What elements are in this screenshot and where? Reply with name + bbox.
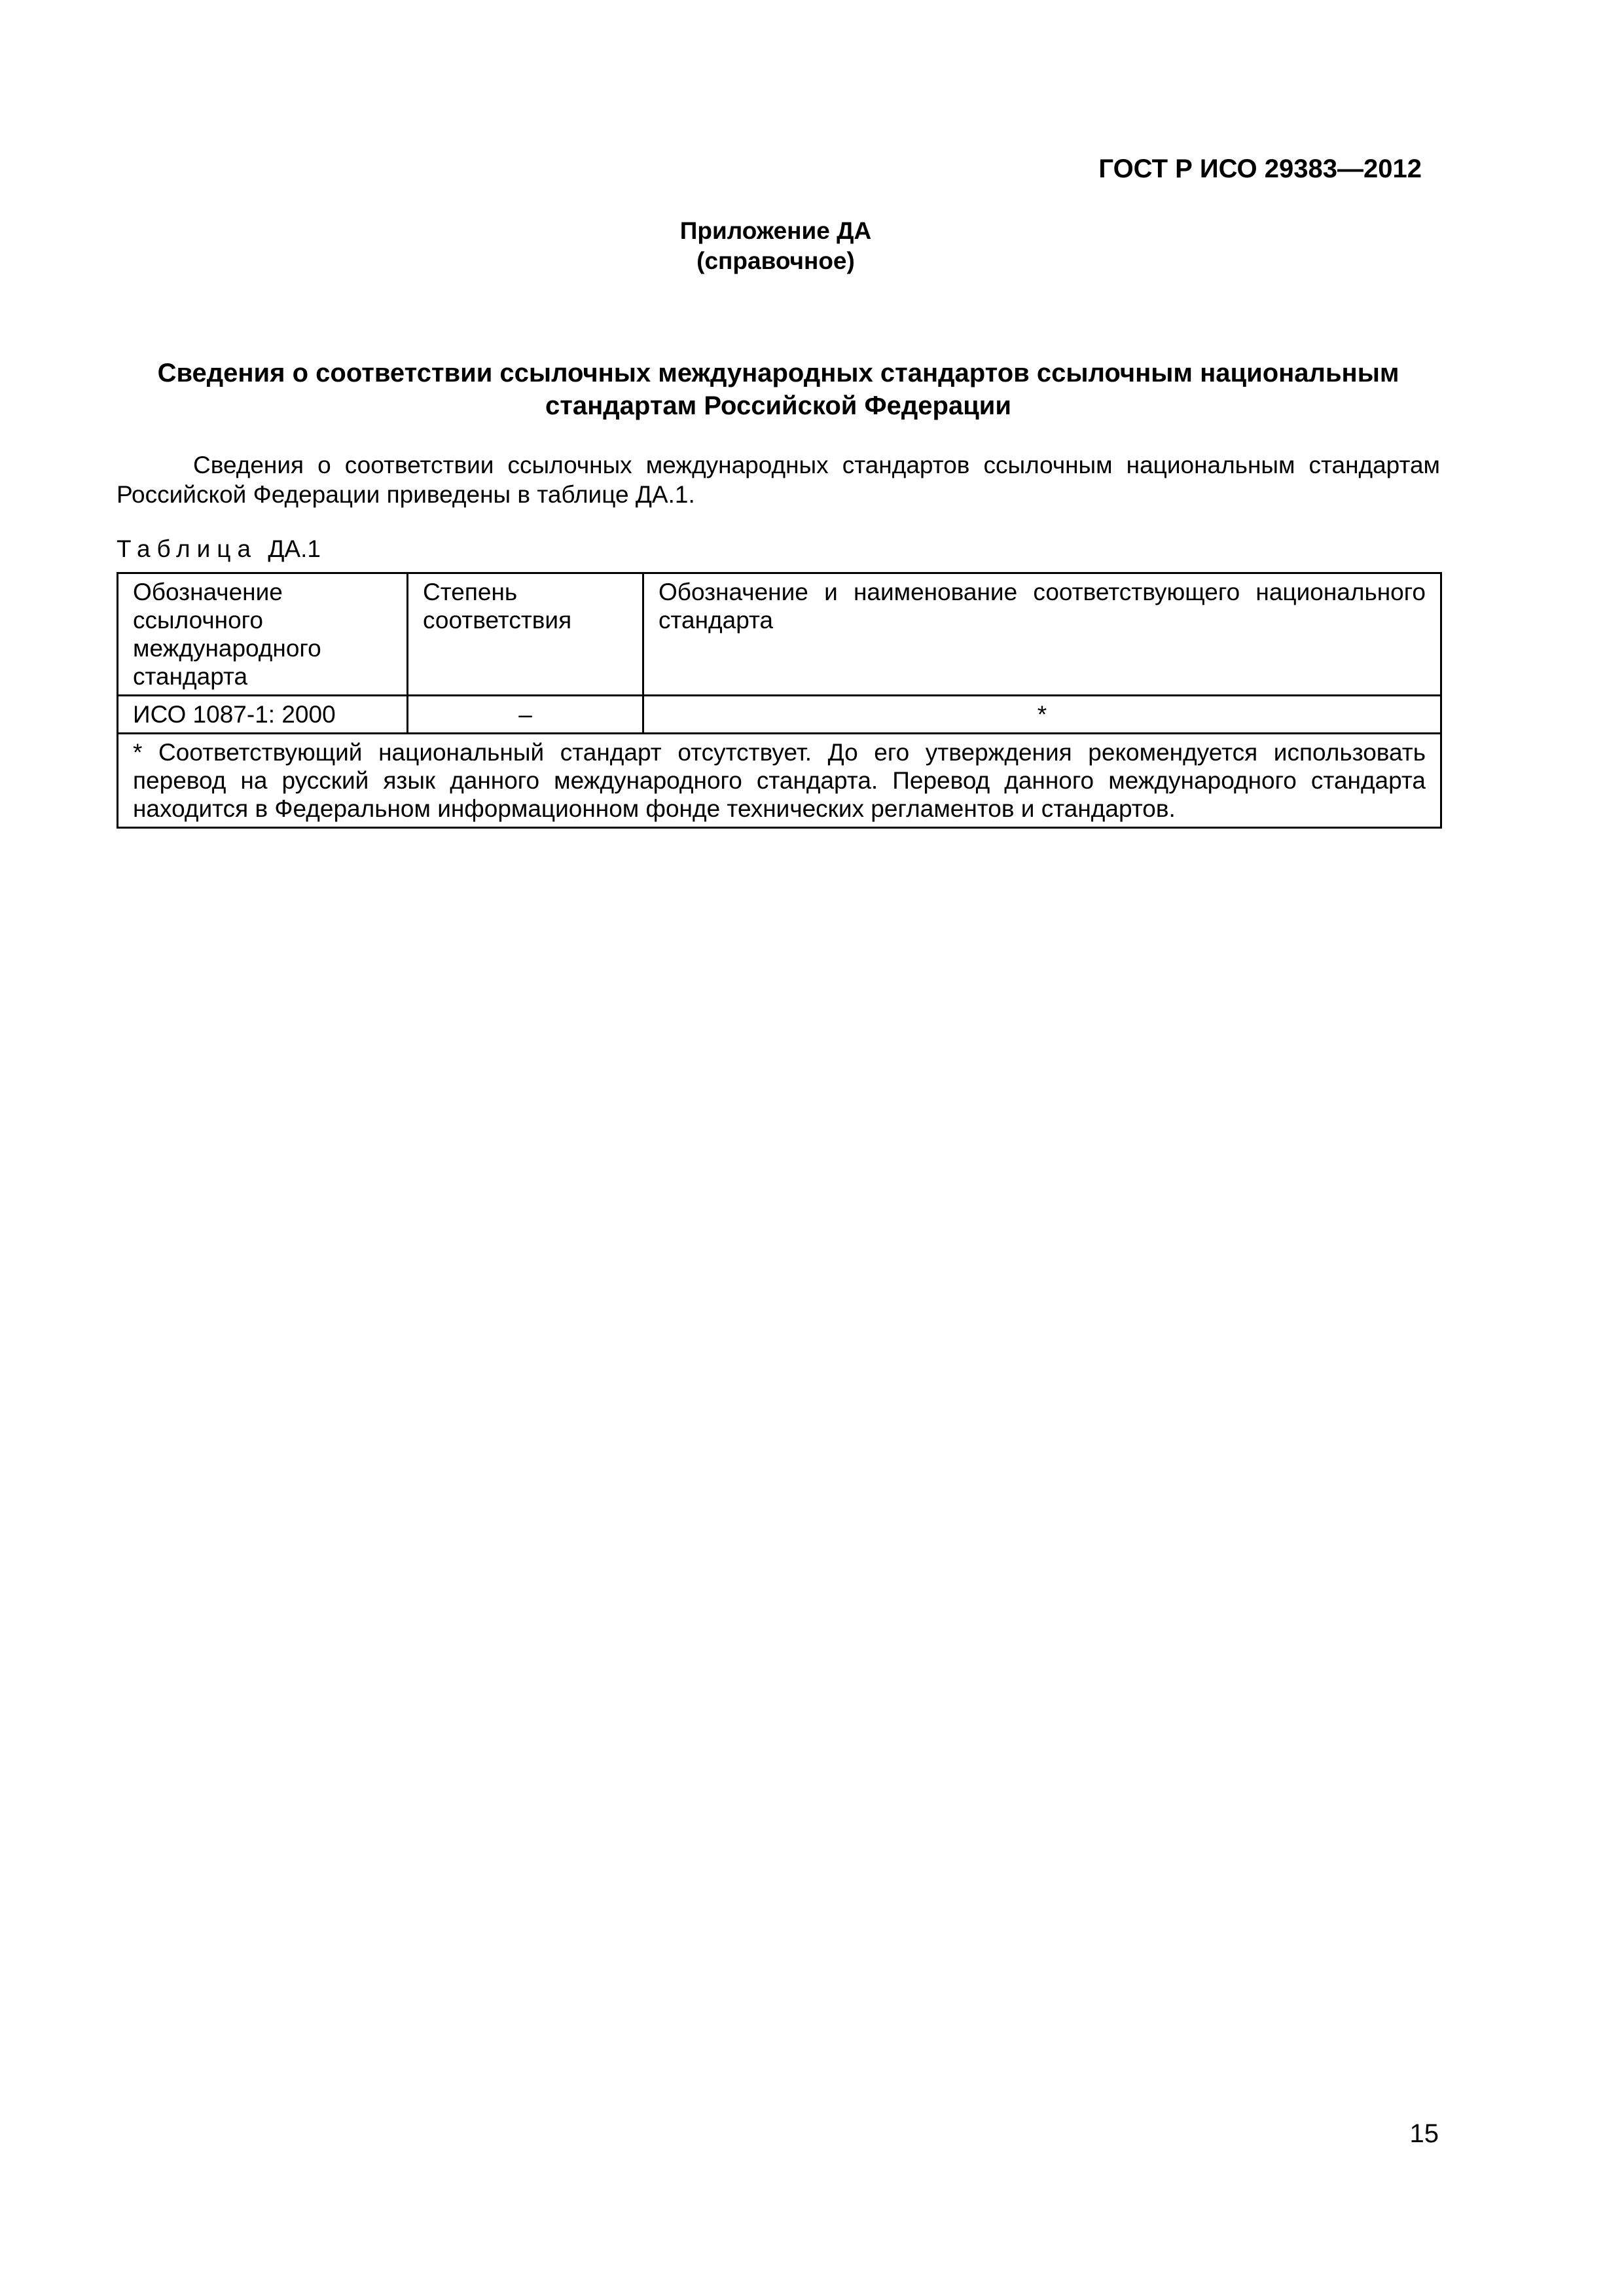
appendix-title: Приложение ДА [679, 217, 872, 244]
table-caption-number: ДА.1 [268, 535, 321, 562]
header-correspondence-degree: Степень соответствия [408, 573, 643, 696]
header-international-standard: Обозначение ссылочного международного стандарта [118, 573, 408, 696]
appendix-kind: (справочное) [696, 247, 855, 274]
cell-international-standard: ИСО 1087-1: 2000 [118, 696, 408, 734]
appendix-label [0, 216, 1551, 276]
table-row [118, 696, 1441, 734]
table-footnote-row [118, 734, 1441, 828]
cell-correspondence-degree: – [408, 696, 643, 734]
table-caption [117, 535, 321, 563]
table-footnote: * Соответствующий национальный стандарт отсутствует. До его утверждения рекомендуется использовать перевод на русский язык данного международного стандарта. Перевод данного международного стандарта находится в Федеральном информационном фонде технических регламентов и стандартов. [118, 734, 1441, 828]
section-heading: Сведения о соответствии ссылочных международных стандартов ссылочным национальным стандартам Российской Федерации [157, 359, 1399, 420]
table-header-row [118, 573, 1441, 696]
page-number: 15 [1409, 2119, 1439, 2148]
document-designation: ГОСТ Р ИСО 29383—2012 [1098, 154, 1422, 183]
cell-national-standard: * [643, 696, 1441, 734]
table-caption-word: Таблица [117, 535, 258, 562]
correspondence-table [117, 572, 1442, 829]
header-national-standard: Обозначение и наименование соответствующего национального стандарта [643, 573, 1441, 696]
intro-paragraph: Сведения о соответствии ссылочных международных стандартов ссылочным национальным стандартам Российской Федерации приведены в таблице ДА.1. [117, 452, 1440, 508]
